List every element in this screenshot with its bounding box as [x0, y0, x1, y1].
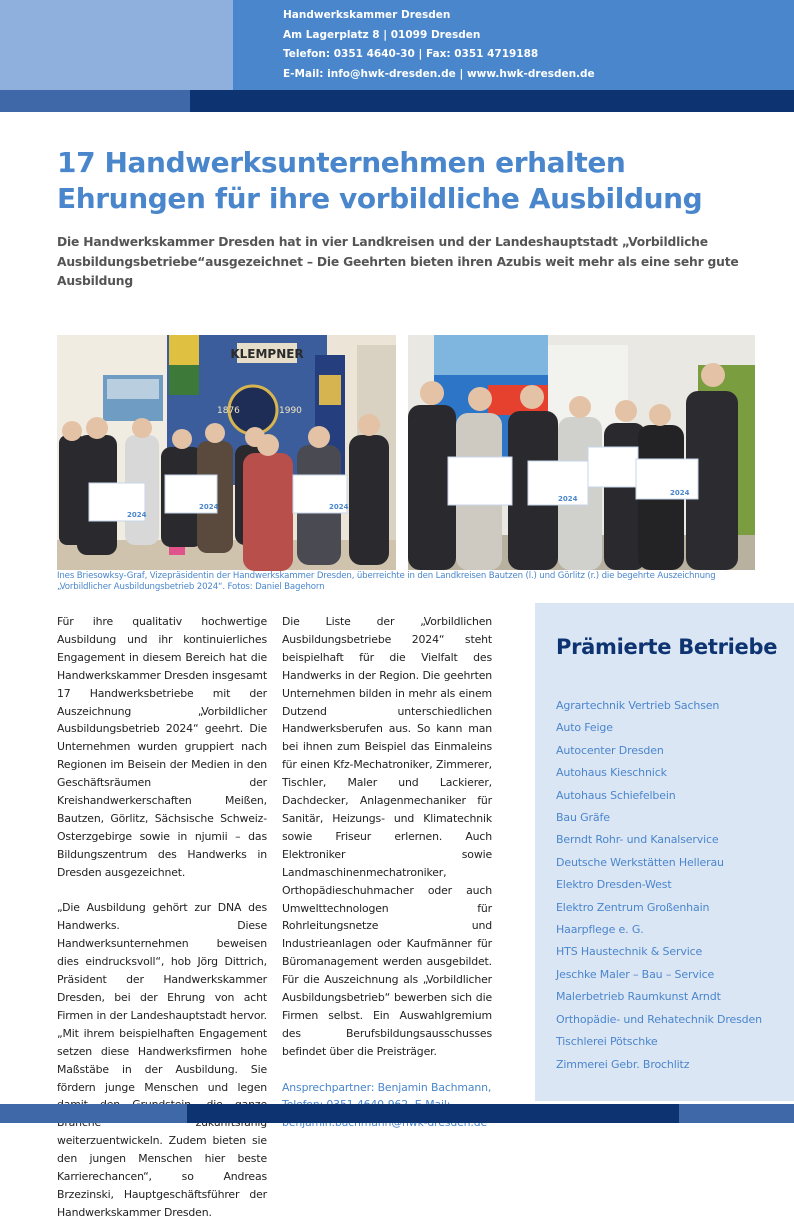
photo-caption: Ines Briesowksy-Graf, Vizepräsidentin der Handwerkskammer Dresden, überreichte in den Landkreisen Bautzen (l.) und Görlitz (r.) die begehrte Auszeichnung „Vorbildlicher Ausbildungsbetrieb 2024“. Fotos: Daniel Bagehorn [57, 571, 716, 592]
awarded-companies-box [535, 603, 794, 1101]
article-subtitle: Die Handwerkskammer Dresden hat in vier Landkreisen und der Landeshauptstadt „Vorbildliche Ausbildungsbetriebe“ausgezeichnet – Die Geehrten bieten ihren Azubis weit mehr als eine sehr gute Ausbildung [57, 235, 739, 288]
header-contact-block [283, 6, 595, 84]
header-stripe-left [0, 90, 190, 112]
photo-award-goerlitz [408, 335, 755, 570]
list-item: Elektro Dresden-West [556, 878, 672, 892]
body-paragraph-2: „Die Ausbildung gehört zur DNA des Handwerks. Diese Handwerksunternehmen beweisen dies eindrucksvoll“, hob Jörg Dittrich, Präsident der Handwerkskammer Dresden, bei der Ehrung von acht Firmen in der Landeshauptstadt hervor. „Mit ihrem beispielhaften Engagement setzen diese Handwerksfirmen hohe Maßstäbe in der Ausbildung. Sie fördern junge Menschen und legen weiterzuentwickeln. Zudem bieten sie den jungen Menschen hier beste Karrierechancen“, so Andreas Brzezinski, Hauptgeschäftsführer der Handwerkskammer Dresden. [57, 901, 267, 1219]
certificate-year-5: 2024 [670, 489, 690, 497]
list-item: Autohaus Kieschnick [556, 766, 667, 780]
list-item: Haarpflege e. G. [556, 923, 644, 937]
list-item: Agrartechnik Vertrieb Sachsen [556, 699, 720, 712]
body-paragraph-1: Für ihre qualitativ hochwertige Ausbildung und ihr kontinuierliches Engagement in diesem Bereich hat die Handwerkskammer Dresden insgesamt 17 Handwerksbetriebe mit der Auszeichnung „Vorbildlicher Ausbildungsbetrieb 2024“ geehrt. Die Unternehmen wurden gruppiert nach Regionen im Beisein der Medien in den Geschäftsräumen der Kreishandwerkerschaften Meißen, Bautzen, Görlitz, Sächsische Schweiz-Osterzgebirge sowie in njumii – das Bildungszentrum des Handwerks in Dresden ausgezeichnet. [57, 615, 267, 879]
certificate-year-1: 2024 [127, 511, 147, 519]
footer-stripe-right [679, 1104, 794, 1123]
list-item: Auto Feige [556, 721, 613, 735]
list-item: HTS Haustechnik & Service [556, 945, 703, 959]
banner-year-right: 1990 [279, 406, 302, 416]
header-address: Am Lagerplatz 8 | 01099 Dresden [283, 28, 481, 41]
list-item: Jeschke Maler – Bau – Service [556, 967, 715, 981]
header-org-name: Handwerkskammer Dresden [283, 9, 451, 21]
list-item: Autocenter Dresden [556, 743, 664, 757]
list-item: Elektro Zentrum Großenhain [556, 900, 710, 914]
list-item: Deutsche Werkstätten Hellerau [556, 855, 724, 869]
body-paragraph-3: Die Liste der „Vorbildlichen Ausbildungsbetriebe 2024“ steht beispielhaft für die Vielfalt des Handwerks in der Region. Die geehrten Unternehmen bilden in mehr als einem Dutzend unterschiedlichen Handwerksberufen aus. So kann man bei ihnen zum Beispiel das Einmaleins für einen Kfz-Mechatroniker, Zimmerer, Tischler, Maler und Lackierer, Dachdecker, Anlagenmechaniker für Sanitär, Heizungs- und Klimatechnik sowie Friseur erlernen. Auch Elektroniker sowie Landmaschinenmechatroniker, Orthopädieschuhmacher oder auch Umwelttechnologen für Rohrleitungsnetze und Industrieanlagen oder Kaufmänner für Büromanagement werden ausgebildet. Für die Auszeichnung als „Vorbildlicher Ausbildungsbetrieb“ bewerben sich die Firmen selbst. Ein Auswahlgremium des Berufsbildungsausschusses befindet über die Preisträger. [282, 615, 492, 1058]
header-phone: Telefon: 0351 4640-30 | Fax: 0351 4719188 [283, 48, 539, 60]
photo-award-bautzen [57, 335, 396, 570]
list-item: Berndt Rohr- und Kanalservice [556, 833, 719, 847]
list-item: Tischlerei Pötschke [556, 1035, 658, 1049]
certificate-year-2: 2024 [199, 503, 219, 511]
header-band-light [0, 0, 233, 90]
body-column-2 [282, 613, 492, 1132]
list-item: Bau Gräfe [556, 811, 610, 825]
awarded-companies-list [556, 695, 762, 1076]
list-item: Zimmerei Gebr. Brochlitz [556, 1057, 690, 1071]
certificate-year-4: 2024 [558, 495, 578, 503]
header-stripe-right [190, 90, 794, 112]
sidebar-title: Prämierte Betriebe [556, 635, 778, 659]
header-email-web[interactable]: E-Mail: info@hwk-dresden.de | www.hwk-dresden.de [283, 67, 595, 80]
banner-year-left: 1876 [217, 406, 240, 416]
banner-text: KLEMPNER [230, 347, 304, 361]
body-column-1 [57, 613, 267, 1222]
list-item: Orthopädie- und Rehatechnik Dresden [556, 1012, 762, 1026]
contact-info[interactable]: Ansprechpartner: Benjamin Bachmann, [282, 1080, 492, 1094]
footer-stripe-middle [187, 1104, 679, 1123]
certificate-year-3: 2024 [329, 503, 349, 511]
footer-stripe-left [0, 1104, 187, 1123]
list-item: Malerbetrieb Raumkunst Arndt [556, 990, 721, 1004]
list-item: Autohaus Schiefelbein [556, 788, 676, 802]
article-title: 17 Handwerksunternehmen erhalten Ehrungen für ihre vorbildliche Ausbildung [57, 146, 703, 215]
